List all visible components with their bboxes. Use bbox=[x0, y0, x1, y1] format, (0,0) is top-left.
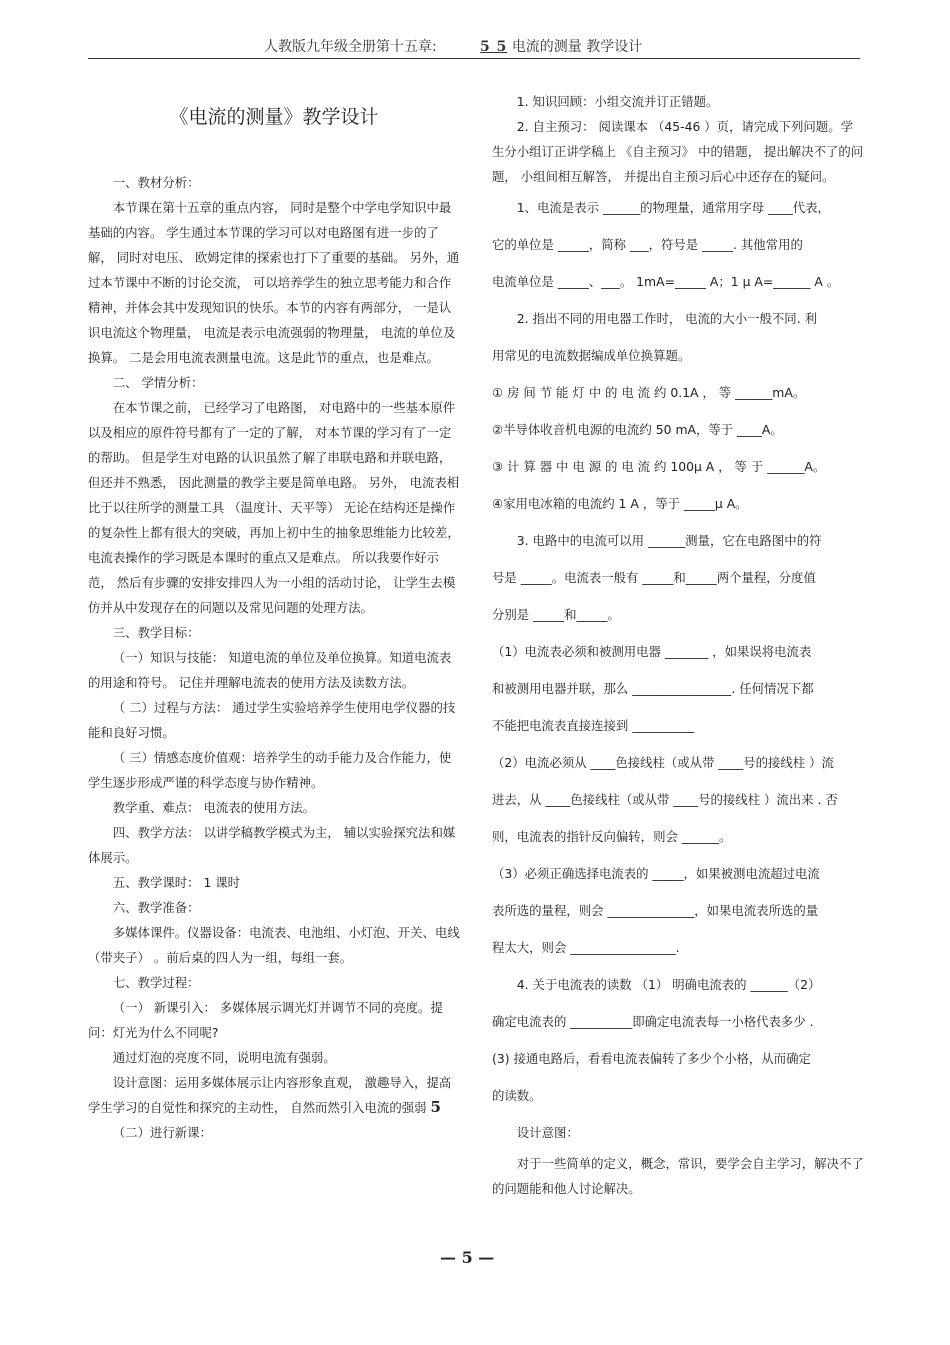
question-line: （3）必须正确选择电流表的 _____，如果被测电流超过电流 bbox=[492, 866, 820, 881]
paragraph: 本节课在第十五章的重点内容， 同时是整个中学电学知识中最基础的内容。 学生通过本节课的学习可以对电路图有进一步的了解， 同时对电压、 欧姆定律的探索也打下了重要的基础。 另外，通过本节课中不断的讨论交流， 可以培养学生的独立思考能力和合作精神，并体会其中发现知识的快乐。本节的内容有两部分， 一是认识电流这个物理量， 电流是表示电流强弱的物理量， 电流的单位及换算。 二是会用电流表测量电流。这是此节的重点，也是难点。 bbox=[88, 200, 460, 365]
section-heading: 二、 学情分析： bbox=[112, 375, 204, 390]
paragraph: （ 三）情感态度价值观：培养学生的动手能力及合作能力，使学生逐步形成严谨的科学态度与协作精神。 bbox=[88, 750, 452, 790]
question-line: 确定电流表的 __________即确定电流表每一小格代表多少 . bbox=[492, 1014, 814, 1029]
paragraph: 教学重、难点： 电流表的使用方法。 bbox=[112, 800, 315, 815]
question-line: 3. 电路中的电流可以用 ______测量，它在电路图中的符 bbox=[516, 533, 822, 548]
header-rule bbox=[88, 58, 860, 59]
question-line: ① 房 间 节 能 灯 中 的 电 流 约 0.1A ， 等 ______mA。 bbox=[492, 385, 806, 400]
question-line: 它的单位是 _____，简称 ___，符号是 _____. 其他常用的 bbox=[492, 237, 803, 252]
paragraph: 在本节课之前， 已经学习了电路图， 对电路中的一些基本原件以及相应的原件符号都有了一定的了解， 对本节课的学习有了一定的帮助。 但是学生对电路的认识虽然了解了串联电路和并联电路， 但还并不熟悉， 因此测量的教学主要是简单电路。 另外， 电流表相比于以往所学的测量工具 （温度计、天平等） 无论在结构还是操作的复杂性上都有很大的突破，再加上初中生的抽象思维能力比较差， 电流表操作的学习既是本课时的重点又是难点。 所以我要作好示范， 然后有步骤的安排安排四人为一小组的活动讨论， 让学生去模仿并从中发现存在的问题以及常见问题的处理方法。 bbox=[88, 400, 460, 615]
question-line: (3) 接通电路后，看看电流表偏转了多少个小格，从而确定 bbox=[492, 1051, 811, 1066]
paragraph: （ 二）过程与方法： 通过学生实验培养学生使用电学仪器的技能和良好习惯。 bbox=[88, 700, 456, 740]
section-heading: 六、教学准备： bbox=[112, 900, 200, 915]
question-line: ④家用电冰箱的电流约 1 A ，等于 _____μ A。 bbox=[492, 496, 748, 511]
section-heading: 七、教学过程： bbox=[112, 975, 200, 990]
paragraph bbox=[88, 1070, 460, 1120]
design-intent-number: 5 bbox=[430, 1098, 441, 1116]
design-intent-heading: 设计意图： bbox=[516, 1125, 579, 1140]
paragraph: 1. 知识回顾：小组交流并订正错题。 bbox=[516, 94, 719, 109]
question-line: 分别是 _____和_____。 bbox=[492, 607, 620, 622]
paragraph: （一）知识与技能： 知道电流的单位及单位换算。知道电流表的用途和符号。 记住并理解电流表的使用方法及读数方法。 bbox=[88, 650, 452, 690]
question-line: 的读数。 bbox=[492, 1088, 542, 1103]
left-column bbox=[88, 170, 460, 1145]
question-line: 2. 指出不同的用电器工作时， 电流的大小一般不同. 利 bbox=[516, 311, 817, 326]
right-column bbox=[492, 89, 864, 1201]
question-line: 则，电流表的指针反向偏转，则会 ______。 bbox=[492, 829, 732, 844]
header-section bbox=[480, 36, 642, 56]
question-line: 进去，从 ____色接线柱（或从带 ____号的接线柱 ）流出来 . 否 bbox=[492, 792, 838, 807]
paragraph: （二）进行新课： bbox=[112, 1125, 212, 1140]
page-header bbox=[88, 36, 858, 58]
section-heading: 四、教学方法： 以讲学稿教学模式为主， 辅以实验探究法和媒体展示。 bbox=[88, 825, 456, 865]
question-line: 和被测用电器并联，那么 ________________. 任何情况下都 bbox=[492, 681, 814, 696]
question-line: 1、电流是表示 ______的物理量，通常用字母 ____代表， bbox=[516, 200, 830, 215]
question-line: （1）电流表必须和被测用电器 _______ ，如果误将电流表 bbox=[492, 644, 812, 659]
paragraph: 多媒体课件。仪器设备：电流表、电池组、小灯泡、开关、电线（带夹子） 。前后桌的四人为一组，每组一套。 bbox=[88, 925, 460, 965]
section-heading: 一、教材分析： bbox=[112, 175, 200, 190]
paragraph: 通过灯泡的亮度不同，说明电流有强弱。 bbox=[112, 1050, 336, 1065]
section-heading: 五、教学课时： 1 课时 bbox=[112, 875, 241, 890]
question-line: 程太大，则会 _________________. bbox=[492, 940, 680, 955]
question-line: 4. 关于电流表的读数 （1） 明确电流表的 ______（2） bbox=[516, 977, 821, 992]
question-line: 电流单位是 _____、___。 1mA=_____ A；1 μ A=______ A 。 bbox=[492, 274, 840, 289]
design-intent-text: 设计意图：运用多媒体展示让内容形象直观， 激趣导入，提高学生学习的自觉性和探究的主动性， 自然而然引入电流的强弱 bbox=[88, 1075, 452, 1115]
section-heading: 三、教学目标： bbox=[112, 625, 200, 640]
question-line: 号是 _____。电流表一般有 _____和_____两个量程，分度值 bbox=[492, 570, 816, 585]
question-line: （2）电流必须从 ____色接线柱（或从带 ____号的接线柱 ）流 bbox=[492, 755, 834, 770]
page-number: — 5 — bbox=[440, 1248, 495, 1267]
question-line: 用常见的电流数据编成单位换算题。 bbox=[492, 348, 691, 363]
paragraph: （一） 新课引入： 多媒体展示调光灯并调节不同的亮度。提问：灯光为什么不同呢? bbox=[88, 1000, 443, 1040]
paragraph: 2. 自主预习： 阅读课本 （45-46 ）页，请完成下列问题。学生分小组订正讲学稿上 《自主预习》 中的错题， 提出解决不了的问题， 小组间相互解答， 并提出自主预习后心中还存在的疑问。 bbox=[492, 119, 864, 184]
question-line: 不能把电流表直接连接到 __________ bbox=[492, 718, 695, 733]
header-section-number: 5 5 bbox=[480, 39, 508, 55]
paragraph: 对于一些简单的定义，概念，常识，要学会自主学习，解决不了的问题能和他人讨论解决。 bbox=[492, 1156, 864, 1196]
question-line: 表所选的量程，则会 ______________，如果电流表所选的量 bbox=[492, 903, 819, 918]
question-line: ②半导体收音机电源的电流约 50 mA，等于 ____A。 bbox=[492, 422, 783, 437]
question-line: ③ 计 算 器 中 电 源 的 电 流 约 100μ A ， 等 于 ______A。 bbox=[492, 459, 826, 474]
header-book: 人教版九年级全册第十五章: bbox=[264, 39, 437, 55]
header-section-title: 电流的测量 教学设计 bbox=[511, 39, 643, 55]
page-title: 《电流的测量》教学设计 bbox=[169, 106, 379, 128]
